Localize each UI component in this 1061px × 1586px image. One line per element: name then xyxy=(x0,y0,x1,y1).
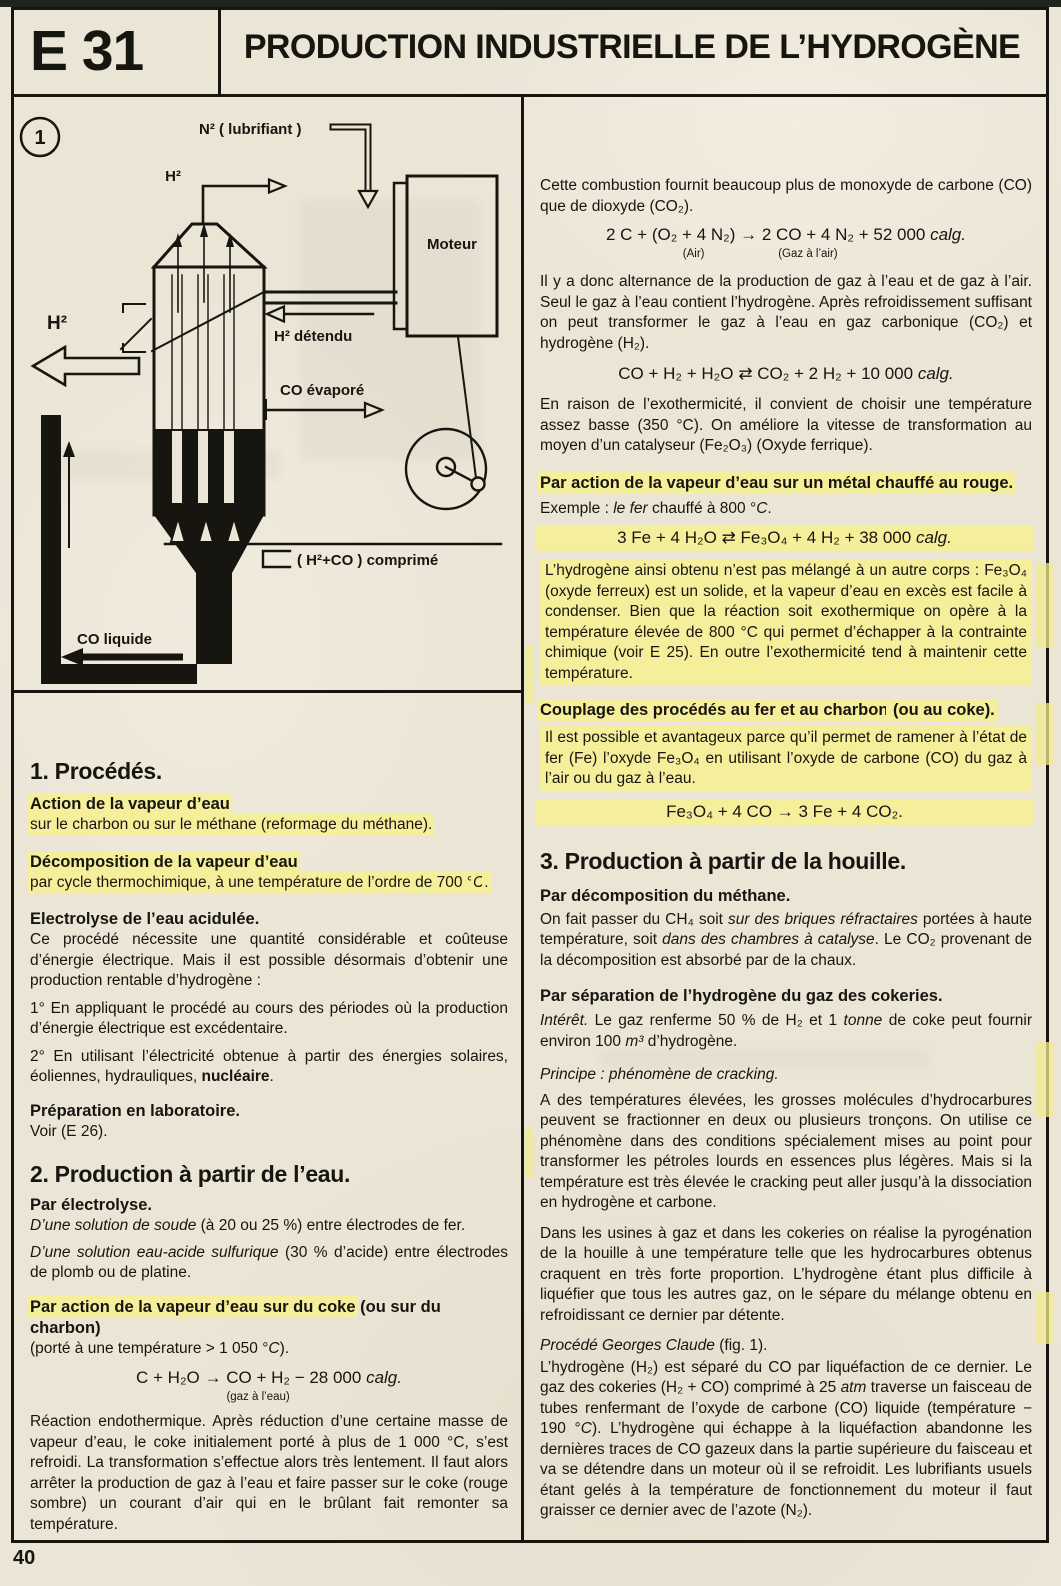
section-3-heading: 3. Production à partir de la houille. xyxy=(540,847,906,874)
paragraph: D’une solution de soude (à 20 ou 25 %) entre électrodes de fer. xyxy=(30,1217,466,1234)
column-divider-rule xyxy=(521,94,524,1540)
paragraph: (porté à une température > 1 050 °C). xyxy=(30,1339,290,1357)
equation-shift: CO + H₂ + H₂O ⇄ CO₂ + 2 H₂ + 10 000 calg. xyxy=(618,364,954,383)
paragraph: Voir (E 26). xyxy=(30,1122,108,1140)
paragraph: Ce procédé nécessite une quantité considérable et coûteuse d’énergie électrique. Mais il est possible désormais d’obtenir une production rentable d’hydrogène : xyxy=(30,931,508,989)
section-1-heading: 1. Procédés. xyxy=(30,758,162,784)
figure-bottom-rule xyxy=(11,690,524,693)
code-divider-rule xyxy=(218,7,221,97)
highlight-edge-strip xyxy=(525,645,534,703)
label-h2-left: H² xyxy=(47,313,68,334)
left-column xyxy=(30,758,508,1535)
paragraph: D’une solution eau-acide sulfurique (30 % d’acide) entre électrodes de plomb ou de platine. xyxy=(30,1243,508,1281)
equation-iron: 3 Fe + 4 H₂O ⇄ Fe₃O₄ + 4 H₂ + 38 000 calg. xyxy=(535,525,1034,551)
subsection-title: Action de la vapeur d’eau xyxy=(30,795,230,813)
paragraph: L’hydrogène (H₂) est séparé du CO par liquéfaction de ce dernier. Le gaz des cokeries (H₂ + CO) comprimé à 25 atm traverse un faisceau de tubes renfermant de l’oxyde de carbone (CO) liquide (température − 190 °C). L’hydrogène qui échappe à la liquéfaction abandonne les dernières traces de CO gazeux dans la partie supérieure du faisceau et va se détendre dans un moteur où il se refroidit. Les lubrifiants usuels étant gelés à la température de fonctionnement du moteur il faut graisser ce dernier avec de l’azote (N₂). xyxy=(540,1358,1032,1519)
paragraph: Exemple : le fer chauffé à 800 °C. xyxy=(540,499,772,517)
highlight-edge-strip xyxy=(1036,1042,1053,1117)
highlight-edge-strip xyxy=(525,1128,534,1178)
paragraph: sur le charbon ou sur le méthane (reformage du méthane). xyxy=(30,816,433,833)
paragraph: On fait passer du CH₄ soit sur des briques réfractaires portées à haute température, soit dans des chambres à catalyse. Le CO₂ provenant de la décomposition est absorbé par de la chaux. xyxy=(540,910,1033,969)
subsection-title: Par électrolyse. xyxy=(30,1196,152,1214)
page-title: PRODUCTION INDUSTRIELLE DE L’HYDROGÈNE xyxy=(243,28,1021,66)
paragraph: 1° En appliquant le procédé au cours des périodes où la production d’énergie électrique est excédentaire. xyxy=(30,999,508,1037)
hydrogen-liquefaction-diagram xyxy=(13,97,509,689)
paragraph: Intérêt. Le gaz renferme 50 % de H₂ et 1 tonne de coke peut fournir environ 100 m³ d’hydrogène. xyxy=(540,1012,1032,1050)
highlight-edge-strip xyxy=(1036,563,1053,648)
subsection-title: Electrolyse de l’eau acidulée. xyxy=(30,910,260,928)
paragraph: En raison de l’exothermicité, il convient de choisir une température assez basse (350 °C). On améliore la vitesse de transformation au moyen d’un catalyseur (Fe₂O₃) (Oxyde ferrique). xyxy=(540,396,1032,454)
label-h2-detendu: H² détendu xyxy=(274,328,353,345)
paragraph: A des températures élevées, les grosses molécules d’hydrocarbures peuvent se fractionner en deux ou plusieurs tronçons. On utilise ce phénomène dans des conditions spécialement mises au point pour transformer les pétroles lourds en essences plus légères. Mais si la température est très élevée le cracking peut aller jusqu’à la dissociation en hydrogène et carbone. xyxy=(540,1091,1032,1211)
subsection-title: Procédé Georges Claude (fig. 1). xyxy=(540,1337,768,1354)
paragraph: Il y a donc alternance de la production de gaz à l’eau et de gaz à l’air. Seul le gaz à l’eau contient l’hydrogène. Après refroidissement suffisant on peut transformer le gaz à l’eau en gaz carbonique (CO₂) et hydrogène (H₂). xyxy=(540,273,1032,352)
label-n2-lubrifiant: N² ( lubrifiant ) xyxy=(199,121,302,138)
paragraph: 2° En utilisant l’électricité obtenue à partir des énergies solaires, éoliennes, hydrauliques, nucléaire. xyxy=(30,1047,508,1085)
subsection-title: Par action de la vapeur d’eau sur du coke (ou sur du charbon) xyxy=(30,1297,441,1337)
figure-number: 1 xyxy=(34,127,46,149)
right-column xyxy=(540,176,1032,1522)
highlight-edge-strip xyxy=(1036,703,1053,765)
equation-couplage: Fe₃O₄ + 4 CO → 3 Fe + 4 CO₂. xyxy=(535,799,1034,825)
paragraph: Cette combustion fournit beaucoup plus de monoxyde de carbone (CO) que de dioxyde (CO₂). xyxy=(540,177,1032,215)
paragraph: Réaction endothermique. Après réduction d’une certaine masse de vapeur d’eau, le coke initialement porté à plus de 1 000 °C, s’est refroidi. La transformation s’effectue alors très lentement. Il faut alors arrêter la production de gaz à l’eau et faire passer sur le coke (rouge sombre) un courant d’air qui en le brûlant fait remonter sa température. xyxy=(30,1413,508,1533)
paragraph: L’hydrogène ainsi obtenu n’est pas mélangé à un autre corps : Fe₃O₄ (oxyde ferreux) est un solide, et la vapeur d’eau en excès est facile à condenser. Bien que la réaction soit exothermique on opère à la température élevée de 800 °C qui permet d’échapper à la contrainte chimique (voir E 25). En outre l’exothermicité tend à maintenir cette température. xyxy=(540,559,1032,686)
subsection-title: Principe : phénomène de cracking. xyxy=(540,1066,779,1083)
subsection-title: Couplage des procédés au fer et au charbon (ou au coke). xyxy=(540,701,995,719)
highlight-edge-strip xyxy=(1036,1292,1053,1344)
paragraph: Il est possible et avantageux parce qu’il permet de ramener à l’état de fer (Fe) l’oxyde Fe₃O₄ en utilisant l’oxyde de carbone (CO) du gaz à l’air ou du gaz à l’eau. xyxy=(540,726,1032,792)
paragraph: Dans les usines à gaz et dans les cokeries on réalise la pyrogénation de la houille à une température telle que les hydrocarbures obtenus craquent en très forte proportion. L’hydrogène étant plus difficile à liquéfier que tous les autres gaz, on le sépare du mélange obtenu en refroidissant ce dernier par détente. xyxy=(540,1224,1032,1324)
label-co-liquide: CO liquide xyxy=(77,631,152,648)
subsection-title: Décomposition de la vapeur d’eau xyxy=(30,852,298,871)
subsection-title: Par décomposition du méthane. xyxy=(540,886,791,905)
label-moteur: Moteur xyxy=(427,236,477,253)
page-number: 40 xyxy=(13,1547,36,1569)
label-h2co-comprime: ( H²+CO ) comprimé xyxy=(297,552,439,569)
subsection-title: Préparation en laboratoire. xyxy=(30,1101,240,1120)
subsection-title: Par séparation de l’hydrogène du gaz des cokeries. xyxy=(540,987,943,1005)
page-code: E 31 xyxy=(30,19,144,83)
equation-gaz-a-leau: C + H₂O → CO + H₂ (gaz à l’eau) − 28 000 calg. xyxy=(136,1368,402,1403)
paragraph: par cycle thermochimique, à une température de l’ordre de 700 °C. xyxy=(30,873,489,891)
section-2-heading: 2. Production à partir de l’eau. xyxy=(30,1161,351,1187)
label-h2-top: H² xyxy=(165,168,181,185)
scan-edge-band xyxy=(0,0,1061,7)
subsection-title: Par action de la vapeur d’eau sur un métal chauffé au rouge. xyxy=(540,473,1014,492)
label-co-evapore: CO évaporé xyxy=(280,382,365,399)
equation-combustion: 2 C + (O₂ + 4 N₂) (Air) → 2 CO + 4 N₂ (Gaz à l’air) + 52 000 calg. xyxy=(606,225,966,260)
